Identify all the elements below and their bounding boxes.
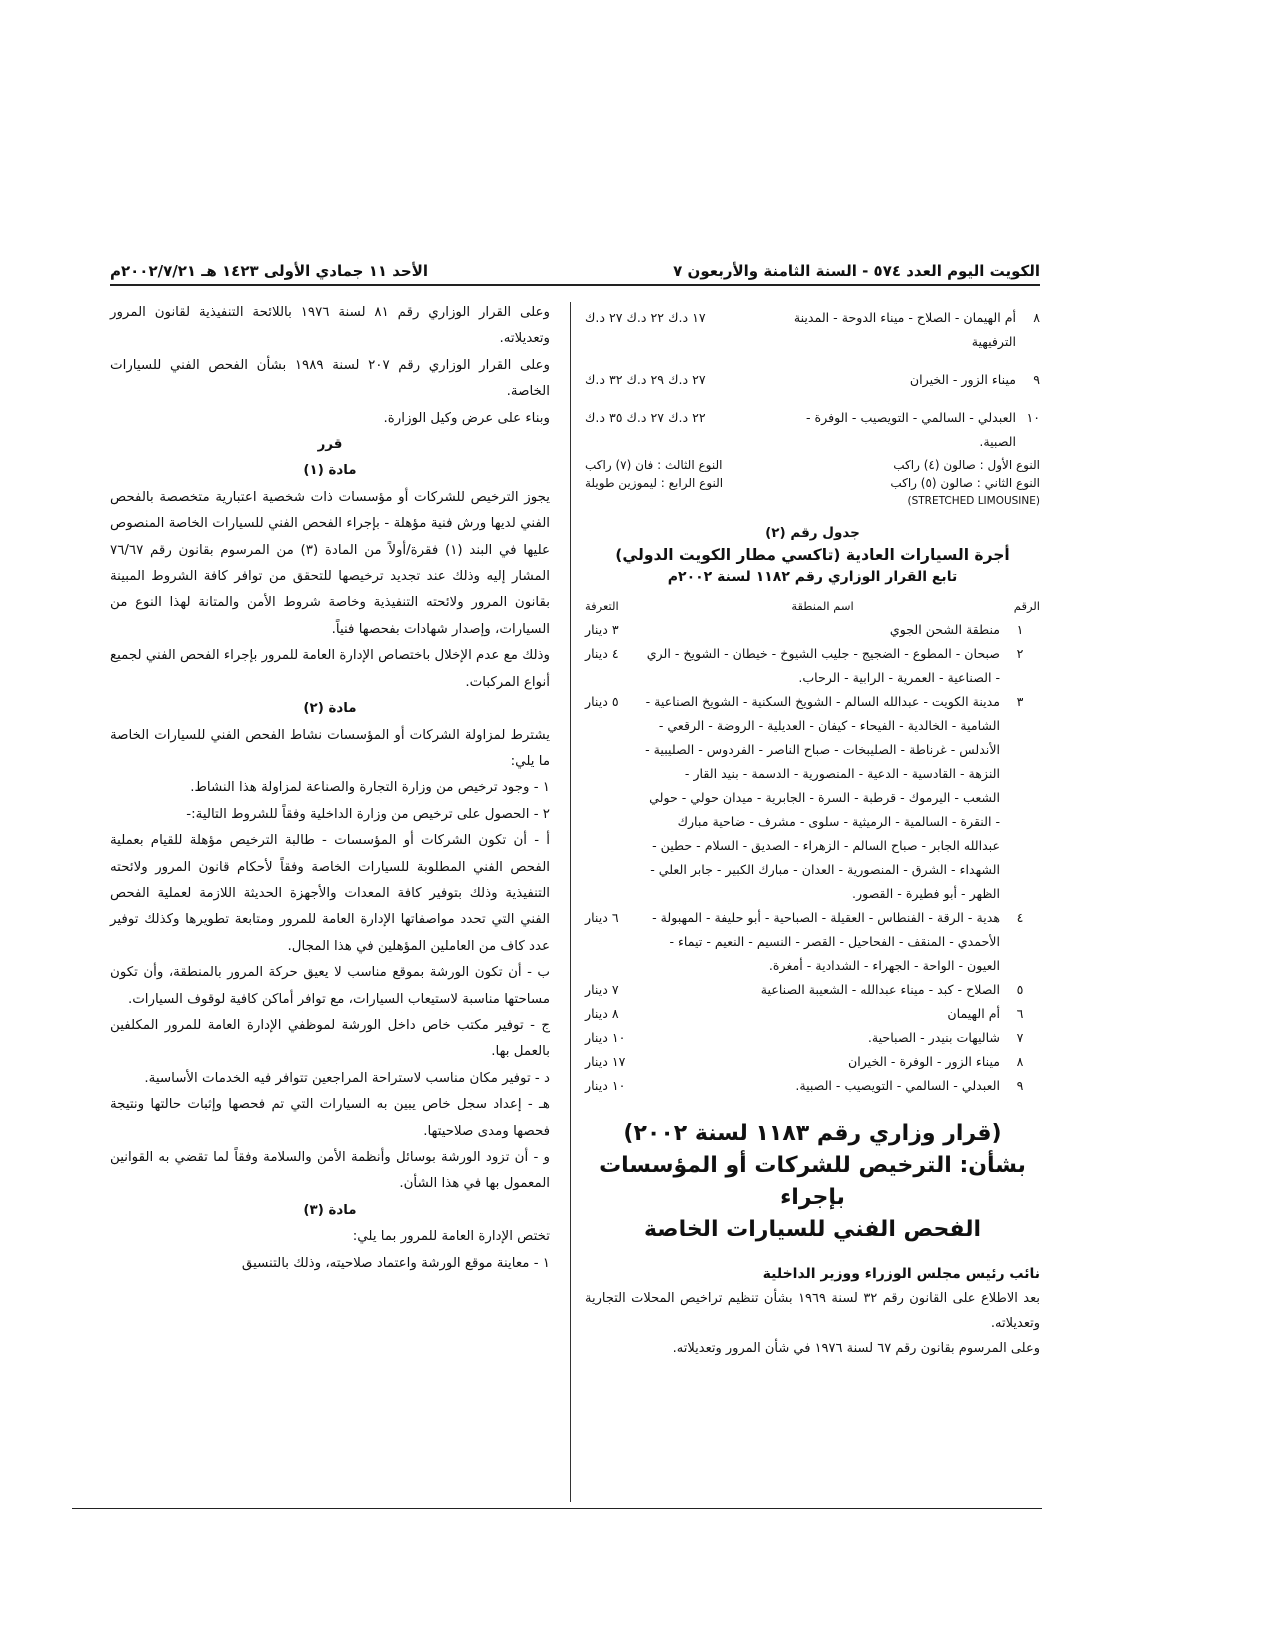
article-2-condition: أ - أن تكون الشركات أو المؤسسات - طالبة الترخيص مؤهلة للقيام بعملية الفحص الفني المطلوبة للسيارات الخاصة وفقاً لأحكام قانون المرور ولائحته التنفيذية وذلك بتوفير كافة المعدات والأجهزة الحديثة اللازمة لعملية الفحص الفني التي تحدد مواصفاتها الإدارة العامة للمرور ومتابعة تطويرها وكذلك توفير عدد كاف من العاملين المؤهلين في هذا المجال. bbox=[110, 833, 550, 954]
table-row bbox=[585, 1002, 1040, 1026]
decided-heading: قرر bbox=[317, 437, 343, 453]
article-2-item: ١ - وجود ترخيص من وزارة التجارة والصناعة لمزاولة هذا النشاط. bbox=[190, 780, 550, 796]
preamble-paragraph: وبناء على عرض وكيل الوزارة. bbox=[383, 410, 550, 426]
car-type-4-english: (STRETCHED LIMOUSINE) bbox=[907, 495, 1040, 507]
page-header bbox=[110, 262, 1040, 286]
row-fare: ٤ دينار bbox=[585, 646, 619, 661]
preamble-paragraph: بعد الاطلاع على القانون رقم ٣٢ لسنة ١٩٦٩ بشأن تنظيم تراخيص المحلات التجارية وتعديلاته. bbox=[585, 1291, 1040, 1331]
row-fare: ٧ دينار bbox=[585, 982, 619, 997]
article-1-paragraph: يجوز الترخيص للشركات أو مؤسسات ذات شخصية اعتبارية متخصصة بالفحص الفني لديها ورش فنية مؤهلة - بإجراء الفحص الفني للسيارات الخاصة المنصوص عليها في البند (١) فقرة/أولاً من المادة (٣) من المرسوم بقانون رقم ٧٦/٦٧ المشار إليه وذلك عند تجديد ترخيصها للتحقق من توافر كافة الشروط المبينة بقانون المرور ولائحته التنفيذية وخاصة شروط الأمن والمتانة لهذا النوع من السيارات، وإصدار شهادات بفحصها فنياً. bbox=[110, 489, 551, 637]
row-number: ٧ bbox=[1016, 1030, 1024, 1045]
article-2-condition: ج - توفير مكتب خاص داخل الورشة لموظفي الإدارة العامة للمرور المكلفين بالعمل بها. bbox=[110, 1017, 550, 1060]
preamble-paragraph: وعلى القرار الوزاري رقم ٨١ لسنة ١٩٧٦ باللائحة التنفيذية لقانون المرور وتعديلاته. bbox=[110, 305, 551, 347]
article-1-title: مادة (١) bbox=[303, 463, 357, 479]
table-row bbox=[585, 1026, 1040, 1050]
preamble-paragraph: وعلى المرسوم بقانون رقم ٦٧ لسنة ١٩٧٦ في شأن المرور وتعديلاته. bbox=[672, 1341, 1040, 1356]
decision-title bbox=[585, 1118, 1040, 1246]
decision-subject-2: الفحص الفني للسيارات الخاصة bbox=[643, 1217, 982, 1242]
zone-number: ١٠ bbox=[1026, 410, 1040, 425]
table-row bbox=[585, 1050, 1040, 1074]
zone-fares: ١٧ د.ك ٢٢ د.ك ٢٧ د.ك bbox=[585, 310, 706, 325]
col-header-fare: التعرفة bbox=[585, 599, 619, 613]
row-number: ٥ bbox=[1016, 982, 1024, 997]
table-row bbox=[585, 690, 1040, 906]
table2-title bbox=[585, 522, 1040, 588]
article-2-title: مادة (٢) bbox=[303, 701, 357, 717]
row-fare: ١٠ دينار bbox=[585, 1078, 626, 1093]
article-2-condition: و - أن تزود الورشة بوسائل وأنظمة الأمن والسلامة وفقاً لما تقضي به القوانين المعمول بها في هذا الشأن. bbox=[110, 1150, 550, 1192]
row-fare: ١٧ دينار bbox=[585, 1054, 626, 1069]
article-2-condition: هـ - إعداد سجل خاص يبين به السيارات التي تم فحصها وإثبات حالتها ونتيجة فحصها ومدى صلاحيتها. bbox=[110, 1097, 550, 1139]
car-types bbox=[585, 456, 1040, 510]
table2-subject: أجرة السيارات العادية (تاكسي مطار الكويت الدولي) bbox=[615, 546, 1010, 564]
row-number: ٤ bbox=[1016, 910, 1024, 925]
row-number: ٣ bbox=[1016, 694, 1024, 709]
zone-row bbox=[585, 306, 1040, 354]
row-area: شاليهات بنيدر - الصباحية. bbox=[867, 1030, 1000, 1045]
row-area: هدية - الرقة - الفنطاس - العقيلة - الصباحية - أبو حليفة - المهبولة - الأحمدي - المنقف - الفحاحيل - القصر - النسيم - النعيم - تيماء - العيون - الواحة - الجهراء - الشدادية - أمغرة. bbox=[652, 910, 1000, 973]
article-3-intro: تختص الإدارة العامة للمرور بما يلي: bbox=[352, 1229, 550, 1245]
row-fare: ٥ دينار bbox=[585, 694, 619, 709]
row-area: العبدلي - السالمي - التويصيب - الصبية. bbox=[795, 1078, 1000, 1093]
issuer-title: نائب رئيس مجلس الوزراء ووزير الداخلية bbox=[762, 1266, 1040, 1282]
row-number: ١ bbox=[1016, 622, 1024, 637]
table-row bbox=[585, 1074, 1040, 1098]
article-3-title: مادة (٣) bbox=[303, 1202, 357, 1218]
zone-number: ٨ bbox=[1033, 310, 1040, 325]
row-area: مدينة الكويت - عبدالله السالم - الشويخ السكنية - الشويخ الصناعية - الشامية - الخالدية - الفيحاء - كيفان - العديلية - الروضة - الرقعي - الأندلس - غرناطة - الصليبخات - صباح الناصر - الفردوس - الصليبية - النزهة - القادسية - الدعية - المنصورية - الدسمة - بنيد القار - الشعب - اليرموك - قرطبة - السرة - الجابرية - ميدان حولي - حولي - النقرة - السالمية - الرميثية - سلوى - مشرف - ضاحية مبارك عبدالله الجابر - صباح السالم - الزهراء - الصديق - السلام - حطين - الشهداء - الشرق - المنصورية - العدان - مبارك الكبير - جابر العلي - الظهر - أبو فطيرة - القصور. bbox=[645, 694, 1000, 901]
table-row bbox=[585, 642, 1040, 690]
decision-number: (قرار وزاري رقم ١١٨٣ لسنة ٢٠٠٢) bbox=[623, 1121, 1002, 1146]
car-type-2: النوع الثاني : صالون (٥) راكب bbox=[890, 476, 1040, 490]
row-number: ٩ bbox=[1016, 1078, 1024, 1093]
row-fare: ٨ دينار bbox=[585, 1006, 619, 1021]
article-2-condition: د - توفير مكان مناسب لاستراحة المراجعين تتوافر فيه الخدمات الأساسية. bbox=[144, 1070, 550, 1086]
zone-row bbox=[585, 368, 1040, 392]
row-number: ٨ bbox=[1016, 1054, 1024, 1069]
footer-divider bbox=[72, 1508, 1042, 1509]
car-type-1: النوع الأول : صالون (٤) راكب bbox=[893, 458, 1040, 472]
preamble-paragraph: وعلى القرار الوزاري رقم ٢٠٧ لسنة ١٩٨٩ بشأن الفحص الفني للسيارات الخاصة. bbox=[110, 357, 550, 400]
zone-areas: ميناء الزور - الخيران bbox=[909, 372, 1016, 387]
row-area: ميناء الزور - الوفرة - الخيران bbox=[847, 1054, 1000, 1069]
decision-subject-1: بشأن: الترخيص للشركات أو المؤسسات بإجراء bbox=[599, 1153, 1026, 1210]
row-area: منطقة الشحن الجوي bbox=[889, 622, 1000, 637]
row-area: أم الهيمان bbox=[947, 1006, 1000, 1021]
row-fare: ٦ دينار bbox=[585, 910, 619, 925]
row-number: ٦ bbox=[1016, 1006, 1024, 1021]
article-2-intro: يشترط لمزاولة الشركات أو المؤسسات نشاط الفحص الفني للسيارات الخاصة ما يلي: bbox=[110, 727, 550, 769]
article-1-paragraph: وذلك مع عدم الإخلال باختصاص الإدارة العامة للمرور بإجراء الفحص الفني لجميع أنواع المركبات. bbox=[110, 648, 550, 690]
article-3-item: ١ - معاينة موقع الورشة واعتماد صلاحيته، وذلك بالتنسيق bbox=[241, 1255, 550, 1271]
article-2-condition: ب - أن تكون الورشة بموقع مناسب لا يعيق حركة المرور بالمنطقة، وأن تكون مساحتها مناسبة لاستيعاب السيارات، مع توافر أماكن كافية لوقوف السيارات. bbox=[110, 965, 550, 1007]
header-publication: الكويت اليوم العدد ٥٧٤ - السنة الثامنة والأربعون ٧ bbox=[673, 262, 1040, 280]
row-number: ٢ bbox=[1016, 646, 1024, 661]
right-column bbox=[585, 306, 1040, 1496]
table2-reference: تابع القرار الوزاري رقم ١١٨٢ لسنة ٢٠٠٢م bbox=[667, 569, 958, 585]
table2-number: جدول رقم (٢) bbox=[765, 525, 860, 541]
zone-fares: ٢٢ د.ك ٢٧ د.ك ٣٥ د.ك bbox=[585, 410, 706, 425]
row-area: صبحان - المطوع - الضجيج - جليب الشيوخ - خيطان - الشويخ - الري - الصناعية - العمرية - الرابية - الرحاب. bbox=[646, 646, 1000, 685]
column-divider bbox=[570, 302, 571, 1502]
zone-areas: أم الهيمان - الصلاح - ميناء الدوحة - المدينة الترفيهية bbox=[793, 310, 1016, 349]
row-fare: ١٠ دينار bbox=[585, 1030, 626, 1045]
decision-preamble bbox=[585, 1286, 1040, 1361]
car-type-3: النوع الثالث : فان (٧) راكب bbox=[585, 458, 723, 472]
fare-table-header bbox=[585, 594, 1040, 618]
row-fare: ٣ دينار bbox=[585, 622, 619, 637]
col-header-number: الرقم bbox=[1013, 599, 1040, 613]
car-type-4: النوع الرابع : ليموزين طويلة bbox=[585, 476, 724, 490]
fare-table bbox=[585, 594, 1040, 1098]
article-2-item: ٢ - الحصول على ترخيص من وزارة الداخلية وفقاً للشروط التالية:- bbox=[186, 806, 550, 822]
zone-row bbox=[585, 406, 1040, 454]
zone-areas: العبدلي - السالمي - التويصيب - الوفرة - الصبية. bbox=[805, 410, 1016, 449]
header-date: الأحد ١١ جمادي الأولى ١٤٢٣ هـ ٢٠٠٢/٧/٢١م bbox=[110, 262, 429, 280]
table-row bbox=[585, 906, 1040, 978]
table-row bbox=[585, 618, 1040, 642]
left-column bbox=[110, 300, 550, 1500]
zone-number: ٩ bbox=[1033, 372, 1040, 387]
table-row bbox=[585, 978, 1040, 1002]
col-header-area: اسم المنطقة bbox=[791, 599, 854, 613]
zone-fares: ٢٧ د.ك ٢٩ د.ك ٣٢ د.ك bbox=[585, 372, 706, 387]
row-area: الصلاح - كبد - ميناء عبدالله - الشعيبة الصناعية bbox=[760, 982, 1000, 997]
